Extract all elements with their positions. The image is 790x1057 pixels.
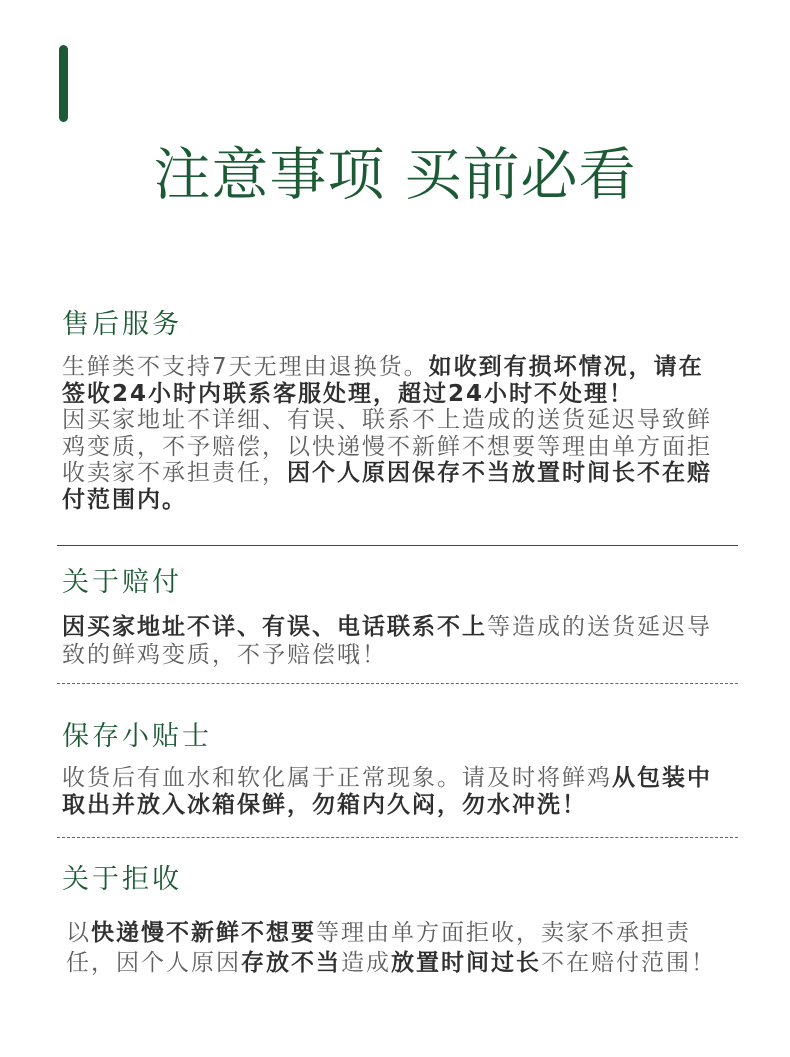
section-body-storage-tips [62, 765, 752, 819]
body-line [62, 381, 752, 408]
body-line [62, 434, 752, 461]
text-segment: 快递慢不新鲜不想要 [91, 920, 316, 946]
body-line [62, 354, 752, 381]
text-segment: 造成 [341, 950, 391, 976]
body-line [62, 487, 752, 514]
body-line [62, 460, 752, 487]
text-segment: 因买家地址不详、有误、电话联系不上 [62, 614, 487, 640]
text-segment: 任，因个人原因 [66, 950, 241, 976]
body-line [66, 918, 756, 948]
text-segment: 致的鲜鸡变质，不予赔偿哦！ [62, 642, 387, 668]
text-segment: 放置时间过长 [391, 950, 541, 976]
text-segment: 因个人原因保存不当放置时间长不在赔 [287, 460, 712, 486]
page-title: 注意事项 买前必看 [153, 142, 637, 208]
section-heading-storage-tips: 保存小贴士 [62, 721, 212, 752]
text-segment: 生鲜类不支持7天无理由退换货。 [62, 354, 429, 380]
text-segment: 鸡变质，不予赔偿，以快递慢不新鲜不想要等理由单方面拒 [62, 433, 712, 460]
text-segment: 取出并放入冰箱保鲜，勿箱内久闷，勿水冲洗！ [62, 792, 587, 818]
section-heading-after-sales: 售后服务 [62, 309, 182, 340]
section-body-after-sales [62, 354, 752, 513]
section-heading-rejection: 关于拒收 [62, 864, 182, 895]
dashed-divider [57, 683, 738, 684]
text-segment: 收货后有血水和软化属于正常现象。请及时将鲜鸡 [62, 765, 612, 791]
text-segment: 从包装中 [612, 765, 712, 791]
text-segment: 签收24小时内联系客服处理，超过24小时不处理！ [62, 380, 635, 407]
body-line [62, 641, 752, 669]
body-line [62, 407, 752, 434]
body-line [66, 948, 756, 978]
body-line [62, 765, 752, 792]
text-segment: 以 [66, 920, 91, 946]
text-segment: 存放不当 [241, 950, 341, 976]
body-line [62, 613, 752, 641]
text-segment: 因买家地址不详细、有误、联系不上造成的送货延迟导致鲜 [62, 407, 712, 433]
section-divider [57, 545, 738, 546]
text-segment: 等理由单方面拒收，卖家不承担责 [316, 920, 691, 946]
section-body-compensation [62, 613, 752, 669]
section-body-rejection [66, 918, 756, 978]
text-segment: 收卖家不承担责任， [62, 460, 287, 486]
text-segment: 等造成的送货延迟导 [487, 614, 712, 640]
text-segment: 如收到有损坏情况，请在 [428, 354, 704, 380]
accent-bar [59, 45, 68, 122]
section-heading-compensation: 关于赔付 [62, 567, 182, 598]
text-segment: 不在赔付范围！ [541, 950, 716, 976]
dashed-divider [57, 837, 738, 838]
body-line [62, 792, 752, 819]
text-segment: 付范围内。 [62, 486, 187, 513]
